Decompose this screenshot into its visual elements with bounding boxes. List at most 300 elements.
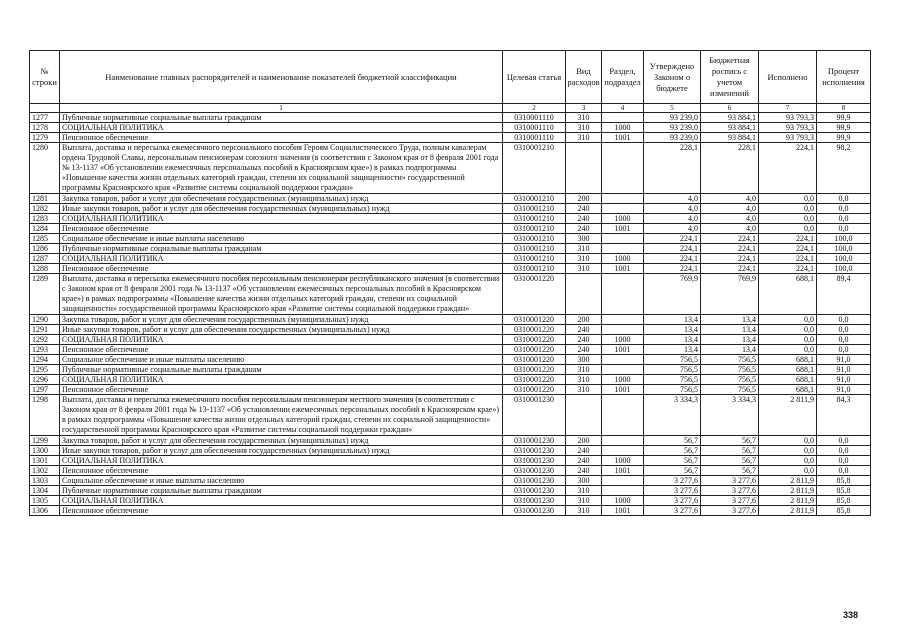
section-cell: 1001 — [602, 385, 644, 395]
expense-kind-cell: 240 — [566, 224, 602, 234]
section-cell — [602, 204, 644, 214]
table-row — [30, 274, 871, 315]
budget-list-cell: 3 334,3 — [701, 395, 759, 436]
section-cell — [602, 194, 644, 204]
section-cell — [602, 446, 644, 456]
row-number-cell: 1297 — [30, 385, 60, 395]
executed-cell: 0,0 — [759, 335, 817, 345]
budget-list-cell: 4,0 — [701, 204, 759, 214]
header-target-article: Целевая статья — [503, 51, 566, 104]
item-name-cell: Иные закупки товаров, работ и услуг для обеспечения государственных (муниципальных) нужд — [60, 446, 503, 456]
percent-cell: 91,0 — [817, 385, 871, 395]
row-number-cell: 1294 — [30, 355, 60, 365]
percent-cell: 0,0 — [817, 204, 871, 214]
item-name-cell: СОЦИАЛЬНАЯ ПОЛИТИКА — [60, 375, 503, 385]
approved-cell: 756,5 — [644, 355, 701, 365]
budget-list-cell: 224,1 — [701, 254, 759, 264]
percent-cell: 85,8 — [817, 476, 871, 486]
item-name-cell: Пенсионное обеспечение — [60, 264, 503, 274]
section-cell: 1000 — [602, 123, 644, 133]
row-number-cell: 1285 — [30, 234, 60, 244]
target-article-cell: 0310001210 — [503, 254, 566, 264]
table-row — [30, 375, 871, 385]
budget-list-cell: 56,7 — [701, 456, 759, 466]
target-article-cell: 0310001230 — [503, 486, 566, 496]
approved-cell: 56,7 — [644, 446, 701, 456]
percent-cell: 0,0 — [817, 446, 871, 456]
row-number-cell: 1299 — [30, 436, 60, 446]
item-name-cell: Закупка товаров, работ и услуг для обеспечения государственных (муниципальных) нужд — [60, 315, 503, 325]
percent-cell: 100,0 — [817, 234, 871, 244]
row-number-cell: 1295 — [30, 365, 60, 375]
expense-kind-cell — [566, 274, 602, 315]
percent-cell: 0,0 — [817, 214, 871, 224]
target-article-cell: 0310001110 — [503, 123, 566, 133]
executed-cell: 0,0 — [759, 345, 817, 355]
header-name: Наименование главных распорядителей и наименование показателей бюджетной классификации — [60, 51, 503, 104]
section-cell — [602, 315, 644, 325]
approved-cell: 56,7 — [644, 456, 701, 466]
approved-cell: 56,7 — [644, 436, 701, 446]
row-number-cell: 1304 — [30, 486, 60, 496]
row-number-cell: 1278 — [30, 123, 60, 133]
percent-cell: 0,0 — [817, 466, 871, 476]
executed-cell: 224,1 — [759, 143, 817, 194]
executed-cell: 2 811,9 — [759, 476, 817, 486]
target-article-cell: 0310001220 — [503, 315, 566, 325]
header-section: Раздел, подраздел — [602, 51, 644, 104]
expense-kind-cell: 310 — [566, 365, 602, 375]
section-cell: 1001 — [602, 466, 644, 476]
row-number-cell: 1305 — [30, 496, 60, 506]
budget-list-cell: 769,9 — [701, 274, 759, 315]
row-number-cell: 1288 — [30, 264, 60, 274]
budget-list-cell: 56,7 — [701, 466, 759, 476]
budget-list-cell: 13,4 — [701, 345, 759, 355]
page-number: 338 — [843, 610, 859, 620]
executed-cell: 224,1 — [759, 244, 817, 254]
section-cell — [602, 274, 644, 315]
section-cell — [602, 365, 644, 375]
table-row — [30, 244, 871, 254]
target-article-cell: 0310001210 — [503, 264, 566, 274]
table-row — [30, 355, 871, 365]
approved-cell: 3 277,6 — [644, 486, 701, 496]
percent-cell: 99,9 — [817, 123, 871, 133]
row-number-cell: 1302 — [30, 466, 60, 476]
approved-cell: 93 239,0 — [644, 113, 701, 123]
executed-cell: 688,1 — [759, 355, 817, 365]
table-row — [30, 113, 871, 123]
approved-cell: 4,0 — [644, 214, 701, 224]
table-row — [30, 486, 871, 496]
table-row — [30, 133, 871, 143]
item-name-cell: Пенсионное обеспечение — [60, 385, 503, 395]
row-number-cell: 1283 — [30, 214, 60, 224]
approved-cell: 4,0 — [644, 204, 701, 214]
approved-cell: 224,1 — [644, 264, 701, 274]
section-cell — [602, 234, 644, 244]
table-row — [30, 234, 871, 244]
column-number: 8 — [817, 104, 871, 113]
approved-cell: 13,4 — [644, 315, 701, 325]
expense-kind-cell: 310 — [566, 254, 602, 264]
column-number: 6 — [701, 104, 759, 113]
item-name-cell: Социальное обеспечение и иные выплаты населению — [60, 234, 503, 244]
percent-cell: 91,0 — [817, 365, 871, 375]
approved-cell: 93 239,0 — [644, 133, 701, 143]
target-article-cell: 0310001110 — [503, 113, 566, 123]
expense-kind-cell — [566, 395, 602, 436]
percent-cell: 0,0 — [817, 194, 871, 204]
approved-cell: 3 334,3 — [644, 395, 701, 436]
budget-list-cell: 93 884,1 — [701, 113, 759, 123]
executed-cell: 0,0 — [759, 214, 817, 224]
row-number-cell: 1306 — [30, 506, 60, 516]
percent-cell: 0,0 — [817, 345, 871, 355]
target-article-cell: 0310001220 — [503, 274, 566, 315]
target-article-cell: 0310001230 — [503, 436, 566, 446]
approved-cell: 224,1 — [644, 254, 701, 264]
column-number: 7 — [759, 104, 817, 113]
percent-cell: 0,0 — [817, 315, 871, 325]
expense-kind-cell: 240 — [566, 466, 602, 476]
budget-list-cell: 3 277,6 — [701, 506, 759, 516]
executed-cell: 0,0 — [759, 325, 817, 335]
target-article-cell: 0310001110 — [503, 133, 566, 143]
budget-list-cell: 3 277,6 — [701, 496, 759, 506]
approved-cell: 224,1 — [644, 234, 701, 244]
table-row — [30, 143, 871, 194]
percent-cell: 85,8 — [817, 496, 871, 506]
item-name-cell: Публичные нормативные социальные выплаты гражданам — [60, 244, 503, 254]
executed-cell: 0,0 — [759, 446, 817, 456]
budget-list-cell: 13,4 — [701, 335, 759, 345]
section-cell — [602, 486, 644, 496]
approved-cell: 3 277,6 — [644, 476, 701, 486]
expense-kind-cell: 310 — [566, 496, 602, 506]
table-row — [30, 335, 871, 345]
section-cell — [602, 476, 644, 486]
expense-kind-cell: 310 — [566, 264, 602, 274]
section-cell: 1000 — [602, 456, 644, 466]
expense-kind-cell: 300 — [566, 476, 602, 486]
target-article-cell: 0310001210 — [503, 194, 566, 204]
table-row — [30, 214, 871, 224]
percent-cell: 0,0 — [817, 325, 871, 335]
budget-list-cell: 4,0 — [701, 214, 759, 224]
column-number: 5 — [644, 104, 701, 113]
item-name-cell: Публичные нормативные социальные выплаты гражданам — [60, 486, 503, 496]
expense-kind-cell: 240 — [566, 214, 602, 224]
item-name-cell: Пенсионное обеспечение — [60, 466, 503, 476]
expense-kind-cell: 240 — [566, 204, 602, 214]
item-name-cell: Выплата, доставка и пересылка ежемесячного пособия персональным пенсионерам республиканского значения (в соответствии с Законом края от 8 февраля 2001 года № 13-1137 «Об установлении ежемесячных персональных пособий в Красноярском крае») в рамках подпрограммы «Повышение качества жизни отдельных категорий граждан, степени их социальной защищенности» государственной программы Красноярского края «Развитие системы социальной поддержки граждан» — [60, 274, 503, 315]
section-cell: 1001 — [602, 224, 644, 234]
expense-kind-cell: 310 — [566, 385, 602, 395]
section-cell: 1000 — [602, 335, 644, 345]
expense-kind-cell: 310 — [566, 133, 602, 143]
section-cell — [602, 244, 644, 254]
section-cell — [602, 355, 644, 365]
budget-list-cell: 756,5 — [701, 365, 759, 375]
row-number-cell: 1303 — [30, 476, 60, 486]
table-row — [30, 315, 871, 325]
section-cell: 1000 — [602, 496, 644, 506]
item-name-cell: Пенсионное обеспечение — [60, 224, 503, 234]
table-row — [30, 325, 871, 335]
percent-cell: 85,8 — [817, 486, 871, 496]
expense-kind-cell: 240 — [566, 345, 602, 355]
item-name-cell: Выплата, доставка и пересылка ежемесячного пособия персональным пенсионерам местного значения (в соответствии с Законом края от 8 февраля 2001 года № 13-1137 «Об установлении ежемесячных персональных пособий в Красноярском крае») в рамках подпрограммы «Повышение качества жизни отдельных категорий граждан, степени их социальной защищенности» государственной программы Красноярского края «Развитие системы социальной поддержки граждан» — [60, 395, 503, 436]
expense-kind-cell: 240 — [566, 335, 602, 345]
table-row — [30, 395, 871, 436]
executed-cell: 0,0 — [759, 204, 817, 214]
budget-list-cell: 56,7 — [701, 436, 759, 446]
approved-cell: 756,5 — [644, 385, 701, 395]
header-expense-kind: Вид расходов — [566, 51, 602, 104]
table-row — [30, 466, 871, 476]
percent-cell: 100,0 — [817, 264, 871, 274]
target-article-cell: 0310001230 — [503, 506, 566, 516]
executed-cell: 93 793,3 — [759, 133, 817, 143]
row-number-cell: 1289 — [30, 274, 60, 315]
expense-kind-cell: 240 — [566, 456, 602, 466]
budget-list-cell: 93 884,1 — [701, 123, 759, 133]
target-article-cell: 0310001230 — [503, 456, 566, 466]
budget-list-cell: 228,1 — [701, 143, 759, 194]
table-row — [30, 194, 871, 204]
row-number-cell: 1280 — [30, 143, 60, 194]
row-number-cell: 1282 — [30, 204, 60, 214]
target-article-cell: 0310001220 — [503, 365, 566, 375]
expense-kind-cell: 200 — [566, 436, 602, 446]
percent-cell: 0,0 — [817, 335, 871, 345]
table-row — [30, 254, 871, 264]
section-cell — [602, 395, 644, 436]
table-row — [30, 123, 871, 133]
item-name-cell: Социальное обеспечение и иные выплаты населению — [60, 355, 503, 365]
approved-cell: 3 277,6 — [644, 496, 701, 506]
budget-list-cell: 756,5 — [701, 355, 759, 365]
target-article-cell: 0310001230 — [503, 476, 566, 486]
row-number-cell: 1286 — [30, 244, 60, 254]
target-article-cell: 0310001230 — [503, 446, 566, 456]
item-name-cell: Иные закупки товаров, работ и услуг для обеспечения государственных (муниципальных) нужд — [60, 325, 503, 335]
budget-list-cell: 224,1 — [701, 244, 759, 254]
column-number: 4 — [602, 104, 644, 113]
item-name-cell: Выплата, доставка и пересылка ежемесячного персонального пособия Героям Социалистического Труда, полным кавалерам ордена Трудовой Славы, персональным пенсионерам союзного значения (в соответствии с Законом края от 8 февраля 2001 года № 13-1137 «Об установлении ежемесячных персональных пособий в Красноярском крае») в рамках подпрограммы «Повышение качества жизни отдельных категорий граждан, степени их социальной защищенности» государственной программы Красноярского края «Развитие системы социальной поддержки граждан» — [60, 143, 503, 194]
percent-cell: 0,0 — [817, 224, 871, 234]
budget-list-cell: 93 884,1 — [701, 133, 759, 143]
approved-cell: 224,1 — [644, 244, 701, 254]
item-name-cell: СОЦИАЛЬНАЯ ПОЛИТИКА — [60, 496, 503, 506]
approved-cell: 13,4 — [644, 335, 701, 345]
expense-kind-cell: 240 — [566, 325, 602, 335]
target-article-cell: 0310001210 — [503, 143, 566, 194]
budget-list-cell: 756,5 — [701, 375, 759, 385]
executed-cell: 93 793,3 — [759, 113, 817, 123]
table-row — [30, 446, 871, 456]
approved-cell: 13,4 — [644, 345, 701, 355]
budget-list-cell: 224,1 — [701, 234, 759, 244]
section-cell: 1001 — [602, 264, 644, 274]
item-name-cell: СОЦИАЛЬНАЯ ПОЛИТИКА — [60, 254, 503, 264]
budget-list-cell: 224,1 — [701, 264, 759, 274]
target-article-cell: 0310001220 — [503, 375, 566, 385]
table-body — [30, 113, 871, 516]
executed-cell: 0,0 — [759, 224, 817, 234]
approved-cell: 3 277,6 — [644, 506, 701, 516]
item-name-cell: Социальное обеспечение и иные выплаты населению — [60, 476, 503, 486]
table-row — [30, 365, 871, 375]
header-budget-list: Бюджетная роспись с учетом изменений — [701, 51, 759, 104]
budget-table — [29, 50, 871, 516]
item-name-cell: Закупка товаров, работ и услуг для обеспечения государственных (муниципальных) нужд — [60, 436, 503, 446]
row-number-cell: 1301 — [30, 456, 60, 466]
percent-cell: 99,9 — [817, 133, 871, 143]
table-row — [30, 385, 871, 395]
section-cell — [602, 436, 644, 446]
row-number-cell: 1296 — [30, 375, 60, 385]
header-approved: Утверждено Законом о бюджете — [644, 51, 701, 104]
executed-cell: 0,0 — [759, 456, 817, 466]
executed-cell: 2 811,9 — [759, 506, 817, 516]
target-article-cell: 0310001230 — [503, 466, 566, 476]
executed-cell: 224,1 — [759, 234, 817, 244]
header-percent: Процент исполнения — [817, 51, 871, 104]
item-name-cell: Иные закупки товаров, работ и услуг для обеспечения государственных (муниципальных) нужд — [60, 204, 503, 214]
row-number-cell: 1298 — [30, 395, 60, 436]
expense-kind-cell — [566, 143, 602, 194]
row-number-cell: 1292 — [30, 335, 60, 345]
expense-kind-cell: 240 — [566, 446, 602, 456]
table-row — [30, 496, 871, 506]
section-cell: 1001 — [602, 506, 644, 516]
budget-table-sheet — [29, 50, 870, 516]
budget-list-cell: 3 277,6 — [701, 476, 759, 486]
row-number-cell: 1279 — [30, 133, 60, 143]
header-row — [30, 51, 871, 104]
row-number-cell: 1284 — [30, 224, 60, 234]
row-number-cell: 1293 — [30, 345, 60, 355]
target-article-cell: 0310001220 — [503, 355, 566, 365]
target-article-cell: 0310001210 — [503, 234, 566, 244]
approved-cell: 4,0 — [644, 224, 701, 234]
percent-cell: 0,0 — [817, 436, 871, 446]
approved-cell: 756,5 — [644, 375, 701, 385]
row-number-cell: 1277 — [30, 113, 60, 123]
column-number: 1 — [60, 104, 503, 113]
table-row — [30, 204, 871, 214]
header-row-number: № строки — [30, 51, 60, 104]
item-name-cell: СОЦИАЛЬНАЯ ПОЛИТИКА — [60, 456, 503, 466]
table-row — [30, 476, 871, 486]
executed-cell: 688,1 — [759, 385, 817, 395]
section-cell: 1000 — [602, 254, 644, 264]
executed-cell: 2 811,9 — [759, 486, 817, 496]
table-row — [30, 436, 871, 446]
executed-cell: 688,1 — [759, 365, 817, 375]
section-cell — [602, 143, 644, 194]
section-cell: 1001 — [602, 133, 644, 143]
percent-cell: 89,4 — [817, 274, 871, 315]
executed-cell: 0,0 — [759, 194, 817, 204]
column-number: 3 — [566, 104, 602, 113]
column-numbers-row — [30, 104, 871, 113]
expense-kind-cell: 310 — [566, 113, 602, 123]
percent-cell: 98,2 — [817, 143, 871, 194]
percent-cell: 91,0 — [817, 355, 871, 365]
approved-cell: 93 239,0 — [644, 123, 701, 133]
target-article-cell: 0310001210 — [503, 214, 566, 224]
target-article-cell: 0310001220 — [503, 335, 566, 345]
item-name-cell: СОЦИАЛЬНАЯ ПОЛИТИКА — [60, 335, 503, 345]
target-article-cell: 0310001220 — [503, 325, 566, 335]
executed-cell: 93 793,3 — [759, 123, 817, 133]
budget-list-cell: 4,0 — [701, 194, 759, 204]
table-row — [30, 345, 871, 355]
expense-kind-cell: 300 — [566, 355, 602, 365]
approved-cell: 769,9 — [644, 274, 701, 315]
target-article-cell: 0310001220 — [503, 385, 566, 395]
section-cell — [602, 113, 644, 123]
percent-cell: 0,0 — [817, 456, 871, 466]
section-cell: 1000 — [602, 214, 644, 224]
budget-list-cell: 13,4 — [701, 325, 759, 335]
target-article-cell: 0310001220 — [503, 345, 566, 355]
item-name-cell: Пенсионное обеспечение — [60, 133, 503, 143]
item-name-cell: СОЦИАЛЬНАЯ ПОЛИТИКА — [60, 214, 503, 224]
expense-kind-cell: 310 — [566, 375, 602, 385]
executed-cell: 224,1 — [759, 264, 817, 274]
executed-cell: 0,0 — [759, 436, 817, 446]
approved-cell: 228,1 — [644, 143, 701, 194]
percent-cell: 85,8 — [817, 506, 871, 516]
header-executed: Исполнено — [759, 51, 817, 104]
executed-cell: 688,1 — [759, 274, 817, 315]
budget-list-cell: 56,7 — [701, 446, 759, 456]
budget-list-cell: 756,5 — [701, 385, 759, 395]
row-number-cell: 1290 — [30, 315, 60, 325]
target-article-cell: 0310001230 — [503, 395, 566, 436]
executed-cell: 224,1 — [759, 254, 817, 264]
target-article-cell: 0310001210 — [503, 204, 566, 214]
executed-cell: 0,0 — [759, 466, 817, 476]
expense-kind-cell: 310 — [566, 123, 602, 133]
item-name-cell: Публичные нормативные социальные выплаты гражданам — [60, 365, 503, 375]
row-number-cell: 1287 — [30, 254, 60, 264]
percent-cell: 100,0 — [817, 254, 871, 264]
item-name-cell: Пенсионное обеспечение — [60, 506, 503, 516]
expense-kind-cell: 200 — [566, 315, 602, 325]
approved-cell: 4,0 — [644, 194, 701, 204]
target-article-cell: 0310001210 — [503, 244, 566, 254]
expense-kind-cell: 200 — [566, 194, 602, 204]
target-article-cell: 0310001210 — [503, 224, 566, 234]
executed-cell: 688,1 — [759, 375, 817, 385]
budget-list-cell: 13,4 — [701, 315, 759, 325]
percent-cell: 91,0 — [817, 375, 871, 385]
section-cell: 1001 — [602, 345, 644, 355]
expense-kind-cell: 310 — [566, 244, 602, 254]
approved-cell: 56,7 — [644, 466, 701, 476]
expense-kind-cell: 310 — [566, 506, 602, 516]
table-row — [30, 456, 871, 466]
item-name-cell: СОЦИАЛЬНАЯ ПОЛИТИКА — [60, 123, 503, 133]
percent-cell: 100,0 — [817, 244, 871, 254]
table-row — [30, 506, 871, 516]
